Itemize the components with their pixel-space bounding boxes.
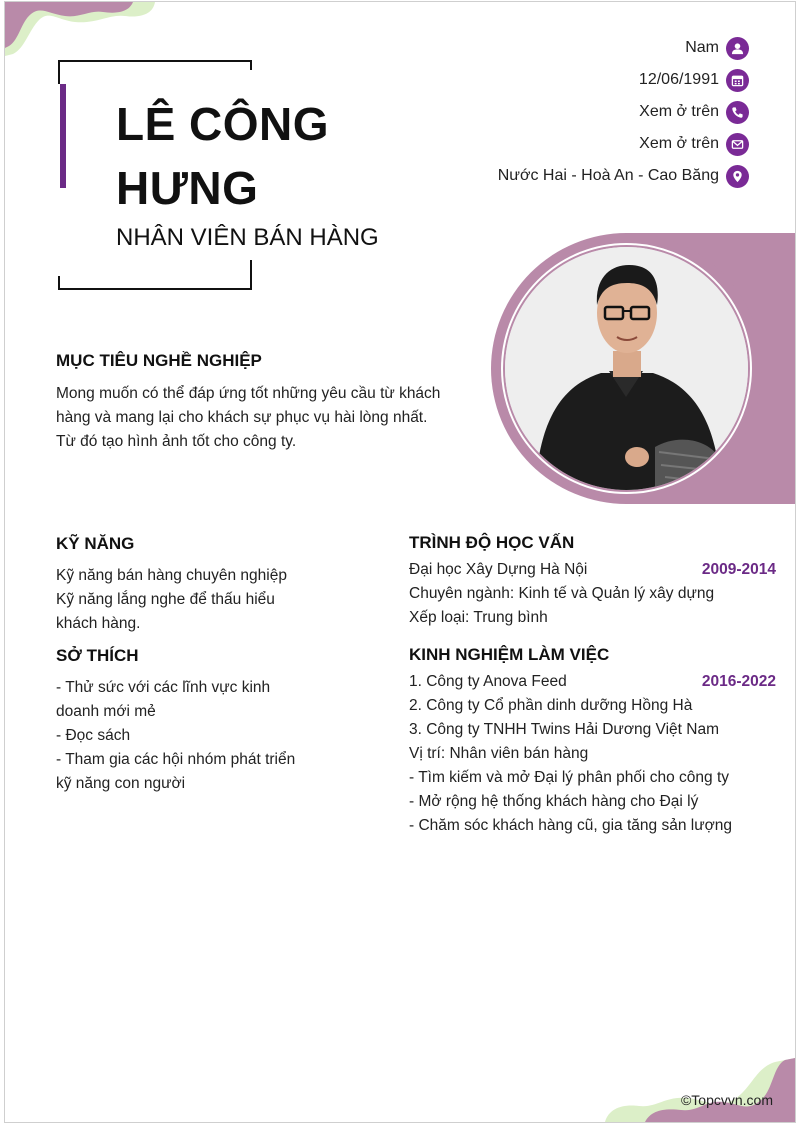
mail-icon — [726, 133, 749, 156]
hobbies-title: SỞ THÍCH — [56, 646, 139, 665]
experience-title: KINH NGHIỆM LÀM VIỆC — [409, 645, 610, 664]
education-years: 2009-2014 — [701, 561, 776, 578]
experience-duty: - Tìm kiếm và mở Đại lý phân phối cho công ty — [409, 769, 730, 786]
objective-title: MỤC TIÊU NGHỀ NGHIỆP — [56, 351, 262, 370]
contact-birthday: 12/06/1991 — [389, 64, 749, 96]
experience-position: Vị trí: Nhân viên bán hàng — [409, 745, 589, 762]
user-icon — [726, 37, 749, 60]
bottom-right-decoration — [605, 1052, 795, 1122]
education-text — [409, 558, 776, 630]
phone-icon — [726, 101, 749, 124]
experience-item: 2. Công ty Cổ phần dinh dưỡng Hồng Hà — [409, 697, 693, 714]
calendar-icon — [726, 69, 749, 92]
objective-text: Mong muốn có thể đáp ứng tốt những yêu cầu từ khách hàng và mang lại cho khách sự phục vụ hài lòng nhất. Từ đó tạo hình ảnh tốt cho công ty. — [56, 385, 441, 450]
profile-photo — [505, 247, 748, 490]
candidate-name: LÊ CÔNG HƯNG — [116, 98, 330, 214]
location-icon — [726, 165, 749, 188]
experience-duty: - Chăm sóc khách hàng cũ, gia tăng sản lượng — [409, 817, 732, 834]
contact-gender: Nam — [389, 32, 749, 64]
watermark: ©Topcvvn.com — [680, 1092, 773, 1108]
top-left-decoration — [5, 2, 165, 62]
experience-years: 2016-2022 — [701, 673, 776, 690]
cv-page — [4, 1, 796, 1123]
education-title: TRÌNH ĐỘ HỌC VẤN — [409, 533, 575, 552]
job-title: NHÂN VIÊN BÁN HÀNG — [116, 224, 379, 251]
skills-text: Kỹ năng bán hàng chuyên nghiệp Kỹ năng lắng nghe để thấu hiểu khách hàng. — [56, 567, 287, 632]
education-major: Chuyên ngành: Kinh tế và Quản lý xây dựng — [409, 585, 715, 602]
contact-phone: Xem ở trên — [389, 96, 749, 128]
contact-email: Xem ở trên — [389, 128, 749, 160]
experience-item: 3. Công ty TNHH Twins Hải Dương Việt Nam — [409, 721, 719, 738]
hobbies-text: - Thử sức với các lĩnh vực kinh doanh mới mẻ - Đọc sách - Tham gia các hội nhóm phát triển kỹ năng con người — [56, 679, 296, 792]
name-accent-bar — [60, 84, 66, 188]
contact-address: Nước Hai - Hoà An - Cao Băng — [389, 160, 749, 192]
skills-title: KỸ NĂNG — [56, 534, 135, 553]
education-school: Đại học Xây Dựng Hà Nội — [409, 561, 588, 578]
education-grade: Xếp loại: Trung bình — [409, 609, 548, 626]
contact-info — [389, 32, 749, 192]
experience-duty: - Mở rộng hệ thống khách hàng cho Đại lý — [409, 793, 699, 810]
experience-item: 1. Công ty Anova Feed — [409, 673, 567, 690]
experience-text — [409, 670, 776, 838]
